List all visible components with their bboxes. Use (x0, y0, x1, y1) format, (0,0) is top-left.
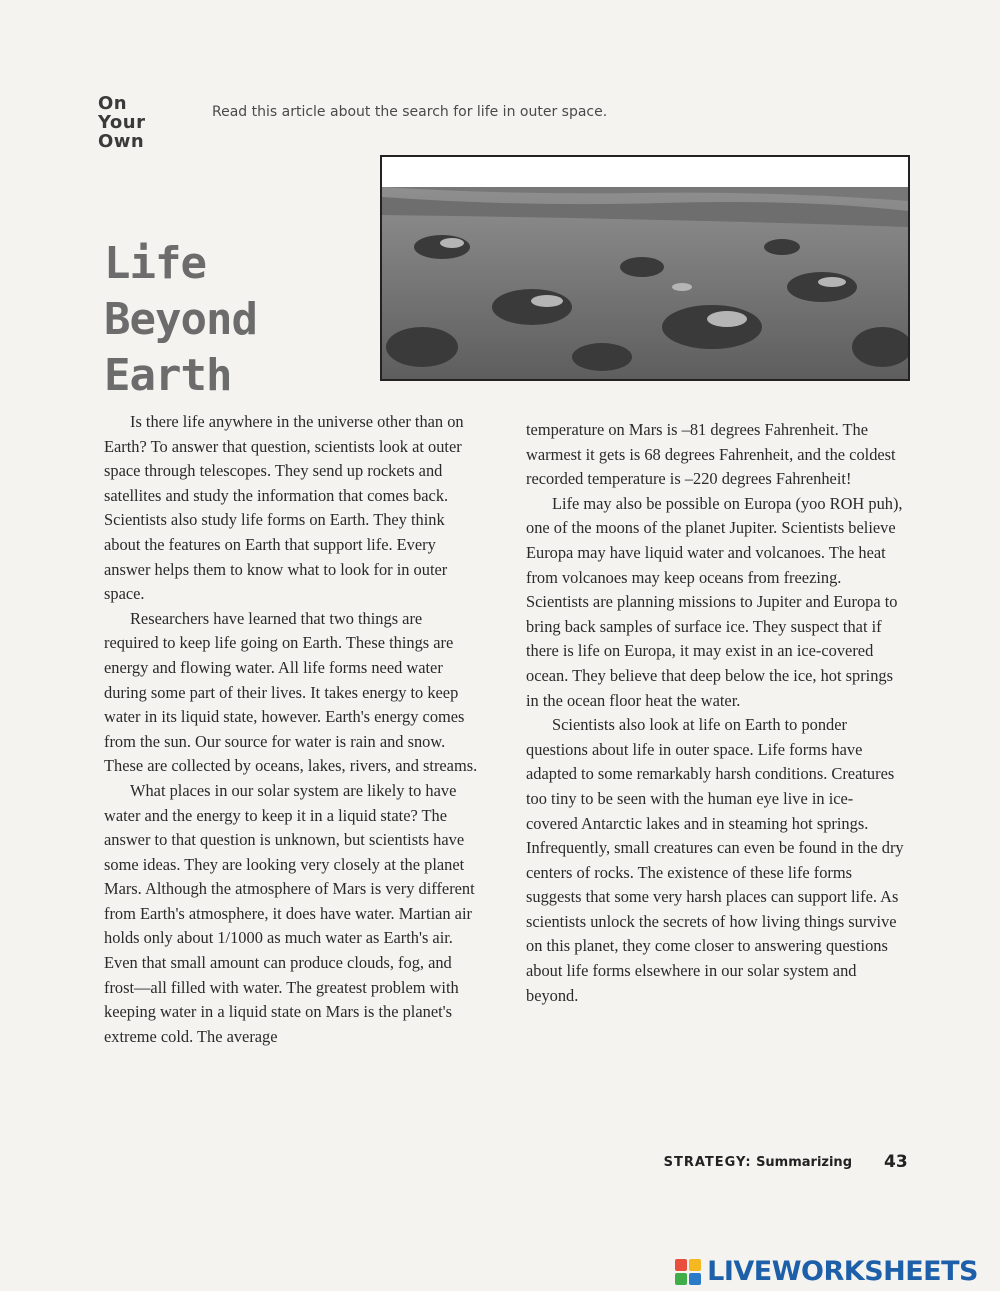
mars-landscape-graphic (382, 157, 908, 379)
strategy-name: Summarizing (756, 1155, 852, 1170)
on-your-own-line-3: Own (98, 131, 145, 152)
liveworksheets-watermark (675, 1256, 978, 1287)
on-your-own-line-2: Your (98, 112, 146, 133)
paragraph: Life may also be possible on Europa (yoo ROH puh), one of the moons of the planet Jupiter. Scientists believe Europa may have liquid water and volcanoes. The heat from volcanoes may keep oceans from freezing. Scientists are planning missions to Jupiter and Europa to bring back samples of surface ice. They suspect that if there is life on Europa, it may exist in an ice-covered ocean. They believe that deep below the ice, hot springs in the ocean floor heat the water. (526, 493, 903, 710)
on-your-own-label (98, 94, 178, 151)
article-left-column (104, 410, 480, 1049)
title-line-1: Life Beyond (104, 238, 257, 345)
article-right-column (526, 418, 904, 1008)
article-title (104, 236, 374, 404)
on-your-own-line-1: On (98, 93, 128, 114)
strategy-label: STRATEGY: (663, 1155, 752, 1170)
page-number: 43 (884, 1152, 908, 1172)
strategy-footer (664, 1155, 852, 1170)
paragraph: temperature on Mars is –81 degrees Fahrenheit. The warmest it gets is 68 degrees Fahrenheit, and the coldest recorded temperature is –220 degrees Fahrenheit! (526, 420, 896, 489)
liveworksheets-logo-icon (675, 1259, 701, 1285)
title-line-2: Earth (104, 350, 232, 401)
paragraph: Is there life anywhere in the universe other than on Earth? To answer that question, scientists look at outer space through telescopes. They send up rockets and satellites and study the information that comes back. Scientists also study life forms on Earth. They think about the features on Earth that support life. Every answer helps them to know what to look for in outer space. (104, 412, 464, 604)
paragraph: Scientists also look at life on Earth to ponder questions about life in outer space. Life forms have adapted to some remarkably harsh conditions. Creatures too tiny to be seen with the human eye live in ice-covered Antarctic lakes and in steaming hot springs. Infrequently, small creatures can even be found in the dry centers of rocks. The existence of these life forms suggests that some very harsh places can support life. As scientists unlock the secrets of how living things survive on this planet, they come closer to answering questions about life forms elsewhere in our solar system and beyond. (526, 715, 904, 1005)
paragraph: What places in our solar system are likely to have water and the energy to keep it in a liquid state? The answer to that question is unknown, but scientists have some ideas. They are looking very closely at the planet Mars. Although the atmosphere of Mars is very different from Earth's atmosphere, it does have water. Martian air holds only about 1/1000 as much water as Earth's air. Even that small amount can produce clouds, fog, and frost—all filled with water. The greatest problem with keeping water in a liquid state on Mars is the planet's extreme cold. The average (104, 780, 475, 1046)
paragraph: Researchers have learned that two things are required to keep life going on Earth. These things are energy and flowing water. All life forms need water during some part of their lives. It takes energy to keep water in its liquid state, however. Earth's energy comes from the sun. Our source for water is rain and snow. These are collected by oceans, lakes, rivers, and streams. (104, 608, 478, 776)
liveworksheets-text: LIVEWORKSHEETS (707, 1256, 978, 1287)
mars-landscape-photo (380, 155, 910, 381)
intro-text: Read this article about the search for life in outer space. (212, 104, 608, 120)
